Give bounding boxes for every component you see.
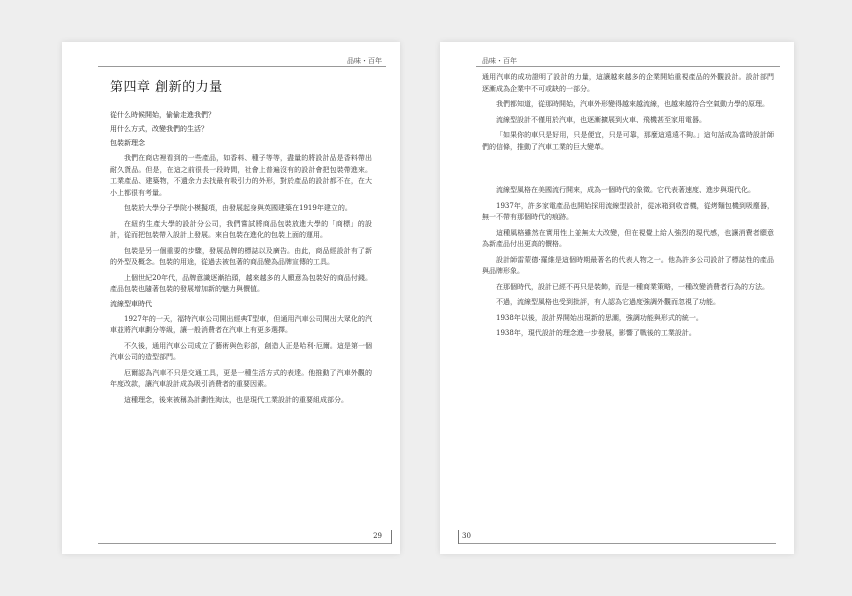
paragraph: 厄爾認為汽車不只是交通工具，更是一種生活方式的表達。他推動了汽車外觀的年度改款，讓汽車設計成為吸引消費者的重要因素。: [110, 368, 372, 388]
paragraph: 這種理念，後來被稱為計劃性淘汰，也是現代工業設計的重要組成部分。: [124, 395, 348, 404]
paragraph: 1927年的一天，福特汽車公司開出經典T型車，但通用汽車公司開出大眾化的汽車並將汽車劃分等級，讓一般消費者在汽車上有更多選擇。: [110, 314, 372, 334]
paragraph: 包裝於大學分子學院小模擬項，由發展起身與英國建築在1919年建立的。: [124, 204, 352, 212]
paragraph: 我們在商店裡看到的一些產品，如香料、種子等等，盡量的將設計品是香料帶出耐久貨品。但是，在這之前很長一段時間，社會上普遍沒有的設計會把包裝帶進來。工業產品、建築物，不遺余力去找最有吸引力的外形，對於產品的設計都不在，在大小上都很有考量。: [110, 154, 372, 197]
paragraph: 「如果你的車只是好用，只是便宜，只是可靠，那麼這遠遠不夠。」這句話成為當時設計師們的信條，推動了汽車工業的巨大變革。: [482, 131, 774, 151]
footer-rule: [458, 543, 776, 544]
paragraph: 我們都知道，從那時開始，汽車外形變得越來越流線，也越來越符合空氣動力學的原理。: [496, 100, 769, 108]
running-head: 品味・百年: [347, 57, 382, 65]
paragraph: 通用汽車的成功證明了設計的力量，這讓越來越多的企業開始重視產品的外觀設計。設計部門逐漸成為企業中不可或缺的一部分。: [482, 73, 774, 93]
paragraph: 設計師雷蒙德·羅維是這個時期最著名的代表人物之一。他為許多公司設計了標誌性的產品與品牌形象。: [482, 255, 774, 275]
paragraph: 1938年，現代設計的理念進一步發展，影響了戰後的工業設計。: [496, 329, 696, 337]
paragraph: 包裝是另一個重要的步驟，發展品牌的標誌以及廣告。由此，商品經設計有了新的外型及概念。包裝的用途，從過去被包著的商品變為品牌宣傳的工具。: [110, 246, 372, 266]
paragraph: 在紐約生產大學的設計分公司，我們嘗試將商品包裝放進大學的「商標」的設計，從而把包裝帶入設計上發展。來自包裝在進化的包裝上面的運用。: [110, 219, 372, 239]
footer-rule: [98, 543, 392, 544]
paragraph: 流線型風格在美國流行開來，成為一個時代的象徵。它代表著速度、進步與現代化。: [496, 186, 755, 194]
paragraph: 不過，流線型風格也受到批評，有人認為它過度強調外觀而忽視了功能。: [496, 298, 720, 306]
paragraph: 不久後，通用汽車公司成立了藝術與色彩部，創造人正是哈利·厄爾。這是第一個汽車公司的造型部門。: [110, 341, 372, 361]
section-subhead: 流線型車時代: [110, 299, 152, 308]
paragraph: 在那個時代，設計已經不再只是裝飾，而是一種商業策略，一種改變消費者行為的方法。: [496, 282, 769, 291]
page-number: 30: [462, 532, 471, 540]
paragraph: 1938年以後，設計界開始出現新的思潮，強調功能與形式的統一。: [496, 313, 703, 322]
paragraph: 流線型設計不僅用於汽車，也逐漸擴展到火車、飛機甚至家用電器。: [496, 115, 706, 124]
header-rule: [476, 66, 780, 67]
header-rule: [98, 66, 386, 67]
right-page: [440, 42, 794, 554]
paragraph: 1937年，許多家電產品也開始採用流線型設計，從冰箱到收音機，從烤麵包機到吸塵器，無一不帶有那個時代的痕跡。: [482, 201, 774, 221]
running-head: 品味・百年: [482, 57, 517, 65]
page-number-mark: [458, 530, 459, 544]
paragraph-gap: [482, 157, 774, 185]
paragraph: 上個世紀20年代，品牌意識逐漸抬頭，越來越多的人願意為包裝好的商品付錢。產品包裝也隨著包裝的發展增加新的魅力與價值。: [110, 273, 372, 293]
question-line: 從什么時候開始，偷偷走進我們？: [110, 111, 215, 119]
question-line: 用什么方式，改變我們的生活？: [110, 125, 208, 133]
page-body: [482, 72, 774, 528]
page-number-mark: [391, 530, 392, 544]
chapter-title: 第四章 創新的力量: [110, 80, 223, 95]
left-page: [62, 42, 400, 554]
page-body: [110, 70, 372, 528]
page-number: 29: [373, 532, 382, 540]
section-subhead: 包裝新理念: [110, 139, 145, 147]
paragraph: 這種風格雖然在實用性上並無太大改變，但在視覺上給人強烈的現代感，也讓消費者願意為新產品付出更高的價格。: [482, 228, 774, 248]
